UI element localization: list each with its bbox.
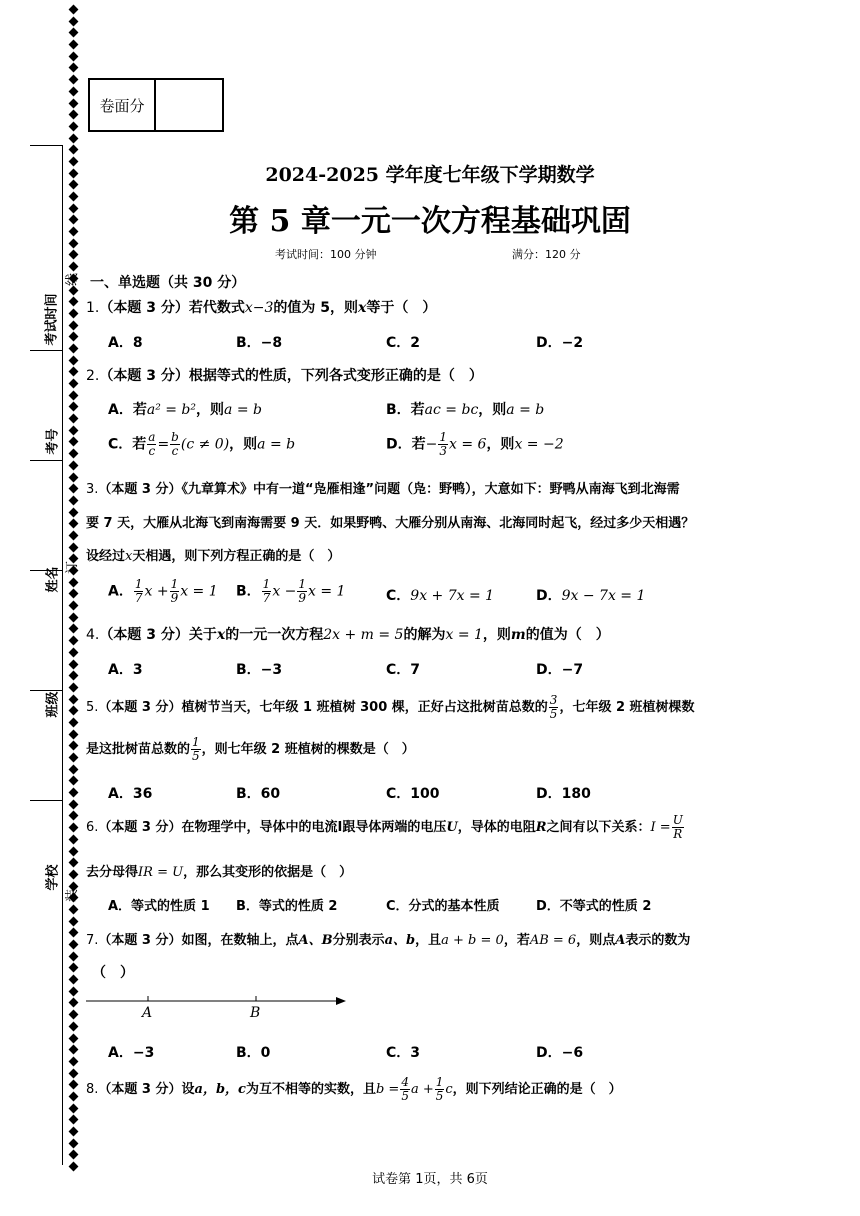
border-diamond xyxy=(68,86,78,96)
math-expression: x − xyxy=(272,583,297,600)
border-diamond xyxy=(68,414,78,424)
option-c[interactable]: C．100 xyxy=(386,786,440,802)
question-text: （本题 3 分）若代数式 xyxy=(99,300,245,316)
question-text: 是这批树苗总数的 xyxy=(86,742,191,757)
option-d[interactable]: D．−6 xyxy=(536,1045,584,1061)
math-expression: 9x + 7x = 1 xyxy=(410,588,495,604)
border-diamond xyxy=(68,624,78,634)
border-diamond xyxy=(68,297,78,307)
question-number: 8. xyxy=(86,1082,99,1097)
border-diamond xyxy=(68,1033,78,1043)
question-text: （本题 3 分）根据等式的性质，下列各式变形正确的是（ ） xyxy=(99,368,483,384)
question-3-line-2: 要 7 天，大雁从北海飞到南海需要 9 天．如果野鸭、大雁分别从南海、北海同时起飞，经过多少天相遇？ xyxy=(86,516,695,531)
question-5-line-2 xyxy=(86,736,415,763)
option-text: ，则 xyxy=(229,436,258,453)
border-diamond xyxy=(68,1068,78,1078)
border-diamond xyxy=(68,577,78,587)
border-diamond xyxy=(68,694,78,704)
score-box-label: 卷面分 xyxy=(90,80,156,130)
math-expression: AB = 6 xyxy=(529,933,577,948)
math-expression: x = −2 xyxy=(514,436,564,453)
border-diamond xyxy=(68,367,78,377)
question-text: 为互不相等的实数，且 xyxy=(245,1082,376,1097)
option-label: C．若 xyxy=(108,436,147,453)
math-expression: IR = U xyxy=(138,865,184,880)
option-c[interactable]: C．7 xyxy=(386,662,421,678)
math-expression: x + xyxy=(144,583,169,600)
question-text: ，那么其变形的依据是（ ） xyxy=(183,865,353,880)
math-expression: b = xyxy=(375,1082,400,1097)
question-text: ，则下列结论正确的是（ ） xyxy=(452,1082,622,1097)
option-d[interactable]: D．180 xyxy=(536,786,591,802)
border-diamond xyxy=(68,998,78,1008)
exam-time: 考试时间：100 分钟 xyxy=(275,248,377,261)
fraction xyxy=(672,814,684,841)
question-text: （本题 3 分）如图，在数轴上，点 xyxy=(98,933,299,948)
fraction xyxy=(549,694,559,721)
option-d[interactable] xyxy=(536,585,645,605)
fraction-numerator: 3 xyxy=(549,693,558,707)
border-diamond xyxy=(68,1045,78,1055)
question-text: 的值为（ ） xyxy=(525,627,610,643)
fraction xyxy=(297,578,307,605)
border-diamond xyxy=(68,460,78,470)
question-number: 3. xyxy=(86,482,99,497)
question-text: ，则点 xyxy=(576,933,616,948)
question-text: 的一元一次方程 xyxy=(225,627,324,643)
math-condition: (c ≠ 0) xyxy=(180,436,230,453)
border-diamond xyxy=(68,1150,78,1160)
border-diamond xyxy=(68,904,78,914)
option-c[interactable]: C．分式的基本性质 xyxy=(386,899,500,914)
question-text: ，七年级 2 班植树棵数 xyxy=(559,700,695,715)
section-title: 一、单选题（共 30 分） xyxy=(90,275,246,291)
border-diamond xyxy=(68,308,78,318)
math-expression: a = b xyxy=(257,436,296,453)
binding-label-exam-time: 考试时间 xyxy=(44,293,60,346)
fraction xyxy=(191,736,201,763)
border-diamond xyxy=(68,706,78,716)
question-text: ，若 xyxy=(503,933,530,948)
option-a[interactable]: A．等式的性质 1 xyxy=(108,899,210,914)
math-expression: 2x + m = 5 xyxy=(323,627,404,643)
question-4 xyxy=(86,624,610,644)
math-expression: I = xyxy=(650,820,671,835)
option-b[interactable] xyxy=(236,578,345,605)
fraction-numerator: 1 xyxy=(192,735,200,749)
question-text: 设经过 xyxy=(86,549,126,564)
option-a[interactable]: A．36 xyxy=(108,786,153,802)
option-a[interactable]: A．3 xyxy=(108,662,143,678)
binding-label-class: 班级 xyxy=(45,691,61,718)
math-operator: − xyxy=(425,436,438,453)
border-diamond xyxy=(68,5,78,15)
binding-line xyxy=(62,145,63,1165)
border-diamond xyxy=(68,636,78,646)
binding-mark-ding: 订 xyxy=(65,560,81,575)
border-diamond xyxy=(68,811,78,821)
fraction xyxy=(134,578,144,605)
border-diamond xyxy=(68,16,78,26)
math-variable: a、b xyxy=(384,933,416,948)
option-c[interactable]: C．3 xyxy=(386,1045,421,1061)
question-5 xyxy=(86,694,695,721)
math-expression: ac = bc xyxy=(424,402,479,418)
border-diamond xyxy=(68,846,78,856)
option-a[interactable] xyxy=(108,578,218,605)
border-diamond xyxy=(68,589,78,599)
border-diamond xyxy=(68,1010,78,1020)
math-expression: x = 6 xyxy=(449,436,487,453)
option-label: A．若 xyxy=(108,402,147,418)
fraction-denominator: 7 xyxy=(262,591,271,605)
math-variable: A、B xyxy=(298,933,333,948)
fraction-denominator: 9 xyxy=(298,591,307,605)
question-text: ，则七年级 2 班植树的棵数是（ ） xyxy=(201,742,415,757)
border-diamond xyxy=(68,717,78,727)
question-number: 6. xyxy=(86,820,99,835)
border-diamond xyxy=(68,1138,78,1148)
border-diamond xyxy=(68,355,78,365)
fraction-numerator: a xyxy=(148,430,156,444)
border-diamond xyxy=(68,612,78,622)
fraction-denominator: 5 xyxy=(401,1089,409,1103)
paper-title: 第 5 章一元一次方程基础巩固 xyxy=(229,204,631,239)
border-diamond xyxy=(68,484,78,494)
border-diamond xyxy=(68,986,78,996)
border-diamond xyxy=(68,940,78,950)
binding-label-exam-no: 考号 xyxy=(45,428,61,455)
border-diamond xyxy=(68,530,78,540)
border-diamond xyxy=(68,51,78,61)
fraction-denominator: 5 xyxy=(192,749,200,763)
math-variable: R xyxy=(535,820,547,835)
score-box xyxy=(88,78,224,132)
question-number: 7. xyxy=(86,933,99,948)
question-3-line-3 xyxy=(86,545,340,564)
border-diamond xyxy=(68,928,78,938)
math-expression: x = 1 xyxy=(180,583,218,600)
option-label: A． xyxy=(108,583,133,600)
option-text: ，则 xyxy=(478,402,507,418)
binding-tick xyxy=(30,145,62,146)
border-diamond xyxy=(68,647,78,657)
question-7 xyxy=(86,929,690,948)
math-variable: x xyxy=(216,627,226,643)
question-text: 去分母得 xyxy=(86,865,139,880)
border-diamond xyxy=(68,823,78,833)
fraction-denominator: c xyxy=(148,444,156,458)
score-box-field[interactable] xyxy=(156,80,222,130)
option-b[interactable] xyxy=(386,399,544,419)
binding-tick xyxy=(30,350,62,351)
option-a[interactable]: A．−3 xyxy=(108,1045,155,1061)
number-line-figure xyxy=(84,990,354,1030)
fraction-numerator: 4 xyxy=(401,1075,409,1089)
binding-mark-zhuang: 装 xyxy=(65,888,81,903)
border-diamond xyxy=(68,145,78,155)
border-diamond xyxy=(68,343,78,353)
border-diamond xyxy=(68,1021,78,1031)
border-diamond xyxy=(68,729,78,739)
fraction-denominator: 5 xyxy=(435,1089,444,1103)
point-a-label: A xyxy=(142,1005,153,1021)
border-diamond xyxy=(68,764,78,774)
question-text: ，且 xyxy=(415,933,442,948)
math-expression: 9x − 7x = 1 xyxy=(561,588,646,604)
option-b[interactable]: B．60 xyxy=(236,786,281,802)
fraction xyxy=(435,1076,445,1103)
option-b[interactable]: B．0 xyxy=(236,1045,271,1061)
border-diamond xyxy=(68,776,78,786)
border-diamond xyxy=(68,542,78,552)
fraction-denominator: 5 xyxy=(549,707,558,721)
math-expression: a + xyxy=(410,1082,434,1097)
border-diamond xyxy=(68,659,78,669)
border-diamond xyxy=(68,285,78,295)
border-diamond xyxy=(68,1115,78,1125)
math-expression: c xyxy=(445,1082,453,1097)
border-diamond xyxy=(68,753,78,763)
option-b[interactable]: B．−3 xyxy=(236,662,283,678)
question-6 xyxy=(86,814,685,841)
fraction xyxy=(170,578,180,605)
option-b[interactable]: B．−8 xyxy=(236,335,283,351)
math-expression: x = 1 xyxy=(308,583,346,600)
question-3 xyxy=(86,478,680,497)
option-label: D．若 xyxy=(386,436,426,453)
option-label: B． xyxy=(236,583,261,600)
question-text: （本题 3 分）植树节当天，七年级 1 班植树 300 棵，正好占这批树苗总数的 xyxy=(98,700,548,715)
border-diamond xyxy=(68,741,78,751)
question-text: （本题 3 分）在物理学中，导体中的电流Ⅰ跟导体两端的电压 xyxy=(98,820,447,835)
question-7-line-2: （ ） xyxy=(92,965,134,981)
border-diamond xyxy=(68,1080,78,1090)
border-diamond xyxy=(68,390,78,400)
question-2 xyxy=(86,365,483,385)
option-d[interactable]: D．−7 xyxy=(536,662,584,678)
option-text: ，则 xyxy=(486,436,515,453)
question-text: 表示的数为 xyxy=(625,933,691,948)
fraction-numerator: 1 xyxy=(439,430,447,444)
border-diamond xyxy=(68,916,78,926)
border-diamond xyxy=(68,425,78,435)
border-diamond xyxy=(68,834,78,844)
binding-mark-xian: 线 xyxy=(65,272,81,287)
paper-subtitle: 2024-2025 学年度七年级下学期数学 xyxy=(265,164,595,186)
fraction-denominator: 9 xyxy=(170,591,179,605)
binding-label-name: 姓名 xyxy=(45,566,61,593)
border-diamond xyxy=(68,250,78,260)
question-text: 的解为 xyxy=(403,627,446,643)
math-expression: a = b xyxy=(224,402,262,418)
border-diamond xyxy=(68,262,78,272)
fraction-denominator: c xyxy=(171,444,179,458)
binding-label-school: 学校 xyxy=(45,864,61,891)
fraction-denominator: 3 xyxy=(439,444,447,458)
question-text: 分别表示 xyxy=(332,933,385,948)
border-diamond xyxy=(68,402,78,412)
border-diamond xyxy=(68,75,78,85)
fraction xyxy=(438,431,448,458)
question-1 xyxy=(86,297,436,317)
border-diamond xyxy=(68,975,78,985)
question-text: （本题 3 分）设 xyxy=(98,1082,195,1097)
math-variable: x xyxy=(358,300,367,316)
binding-tick xyxy=(30,800,62,801)
border-diamond xyxy=(68,519,78,529)
number-line-arrow xyxy=(336,997,346,1005)
question-text: 天相遇，则下列方程正确的是（ ） xyxy=(132,549,341,564)
full-score: 满分：120 分 xyxy=(512,248,581,261)
fraction-numerator: 1 xyxy=(435,1075,444,1089)
binding-tick xyxy=(30,460,62,461)
border-diamond xyxy=(68,858,78,868)
math-variable: A xyxy=(615,933,626,948)
border-diamond xyxy=(68,449,78,459)
border-diamond xyxy=(68,869,78,879)
option-text: ，则 xyxy=(196,402,225,418)
fraction-numerator: U xyxy=(672,813,683,827)
question-text: 等于（ ） xyxy=(366,300,437,316)
question-text: ，则 xyxy=(482,627,511,643)
option-c[interactable] xyxy=(386,585,494,605)
option-c[interactable]: C．2 xyxy=(386,335,421,351)
point-b-label: B xyxy=(250,1005,261,1021)
border-diamond xyxy=(68,1103,78,1113)
question-text: （本题 3 分）《九章算术》中有一道“凫雁相逢”问题（凫：野鸭），大意如下：野鸭从南海飞到北海需 xyxy=(98,482,680,497)
question-number: 4. xyxy=(86,627,100,643)
question-text: 之间有以下关系： xyxy=(546,820,651,835)
math-variable: x xyxy=(125,549,133,564)
page-footer: 试卷第 1页，共 6页 xyxy=(372,1172,488,1187)
border-diamond xyxy=(68,1091,78,1101)
option-a[interactable] xyxy=(108,399,262,419)
question-text: ，导体的电阻 xyxy=(457,820,536,835)
border-diamond xyxy=(68,963,78,973)
option-d[interactable] xyxy=(386,431,564,458)
math-variable: m xyxy=(510,627,526,643)
border-diamond xyxy=(68,379,78,389)
question-6-line-2 xyxy=(86,861,352,880)
border-diamond xyxy=(68,788,78,798)
border-diamond xyxy=(68,799,78,809)
fraction-numerator: 1 xyxy=(170,577,179,591)
option-c[interactable] xyxy=(108,431,295,458)
math-expression: a + b = 0 xyxy=(441,933,504,948)
question-text: 的值为 5，则 xyxy=(273,300,359,316)
border-diamond xyxy=(68,682,78,692)
border-diamond xyxy=(68,40,78,50)
fraction-denominator: 7 xyxy=(134,591,143,605)
fraction-denominator: R xyxy=(673,827,683,841)
border-diamond xyxy=(68,437,78,447)
fraction xyxy=(400,1076,410,1103)
border-diamond xyxy=(68,63,78,73)
fraction-numerator: 1 xyxy=(134,577,143,591)
fraction xyxy=(262,578,272,605)
option-label: D． xyxy=(536,588,562,604)
fraction xyxy=(147,431,156,458)
fraction-numerator: 1 xyxy=(262,577,271,591)
question-text: （本题 3 分）关于 xyxy=(99,627,217,643)
fraction xyxy=(170,431,180,458)
border-diamond xyxy=(68,98,78,108)
question-number: 5. xyxy=(86,700,99,715)
math-expression: x−3 xyxy=(244,300,274,316)
border-diamond xyxy=(68,951,78,961)
option-a[interactable]: A．8 xyxy=(108,335,143,351)
option-d[interactable]: D．−2 xyxy=(536,335,584,351)
option-b[interactable]: B．等式的性质 2 xyxy=(236,899,338,914)
math-variable: U xyxy=(446,820,458,835)
border-diamond xyxy=(68,601,78,611)
math-operator: = xyxy=(157,436,170,453)
border-diamond xyxy=(68,110,78,120)
fraction-numerator: b xyxy=(171,430,179,444)
math-expression: a = b xyxy=(506,402,545,418)
math-expression: a² = b² xyxy=(146,402,197,418)
question-number: 1. xyxy=(86,300,100,316)
option-d[interactable]: D．不等式的性质 2 xyxy=(536,899,652,914)
border-diamond xyxy=(68,28,78,38)
border-diamond xyxy=(68,671,78,681)
question-8 xyxy=(86,1076,622,1103)
border-diamond xyxy=(68,495,78,505)
border-diamond xyxy=(68,507,78,517)
border-diamond xyxy=(68,332,78,342)
border-diamond xyxy=(68,121,78,131)
option-label: B．若 xyxy=(386,402,425,418)
math-variable: a，b，c xyxy=(194,1082,246,1097)
border-diamond xyxy=(68,320,78,330)
border-diamond xyxy=(68,472,78,482)
fraction-numerator: 1 xyxy=(298,577,307,591)
border-diamond xyxy=(68,133,78,143)
math-expression: x = 1 xyxy=(445,627,483,643)
option-label: C． xyxy=(386,588,411,604)
question-number: 2. xyxy=(86,368,100,384)
border-diamond xyxy=(68,1056,78,1066)
border-diamond xyxy=(68,1127,78,1137)
